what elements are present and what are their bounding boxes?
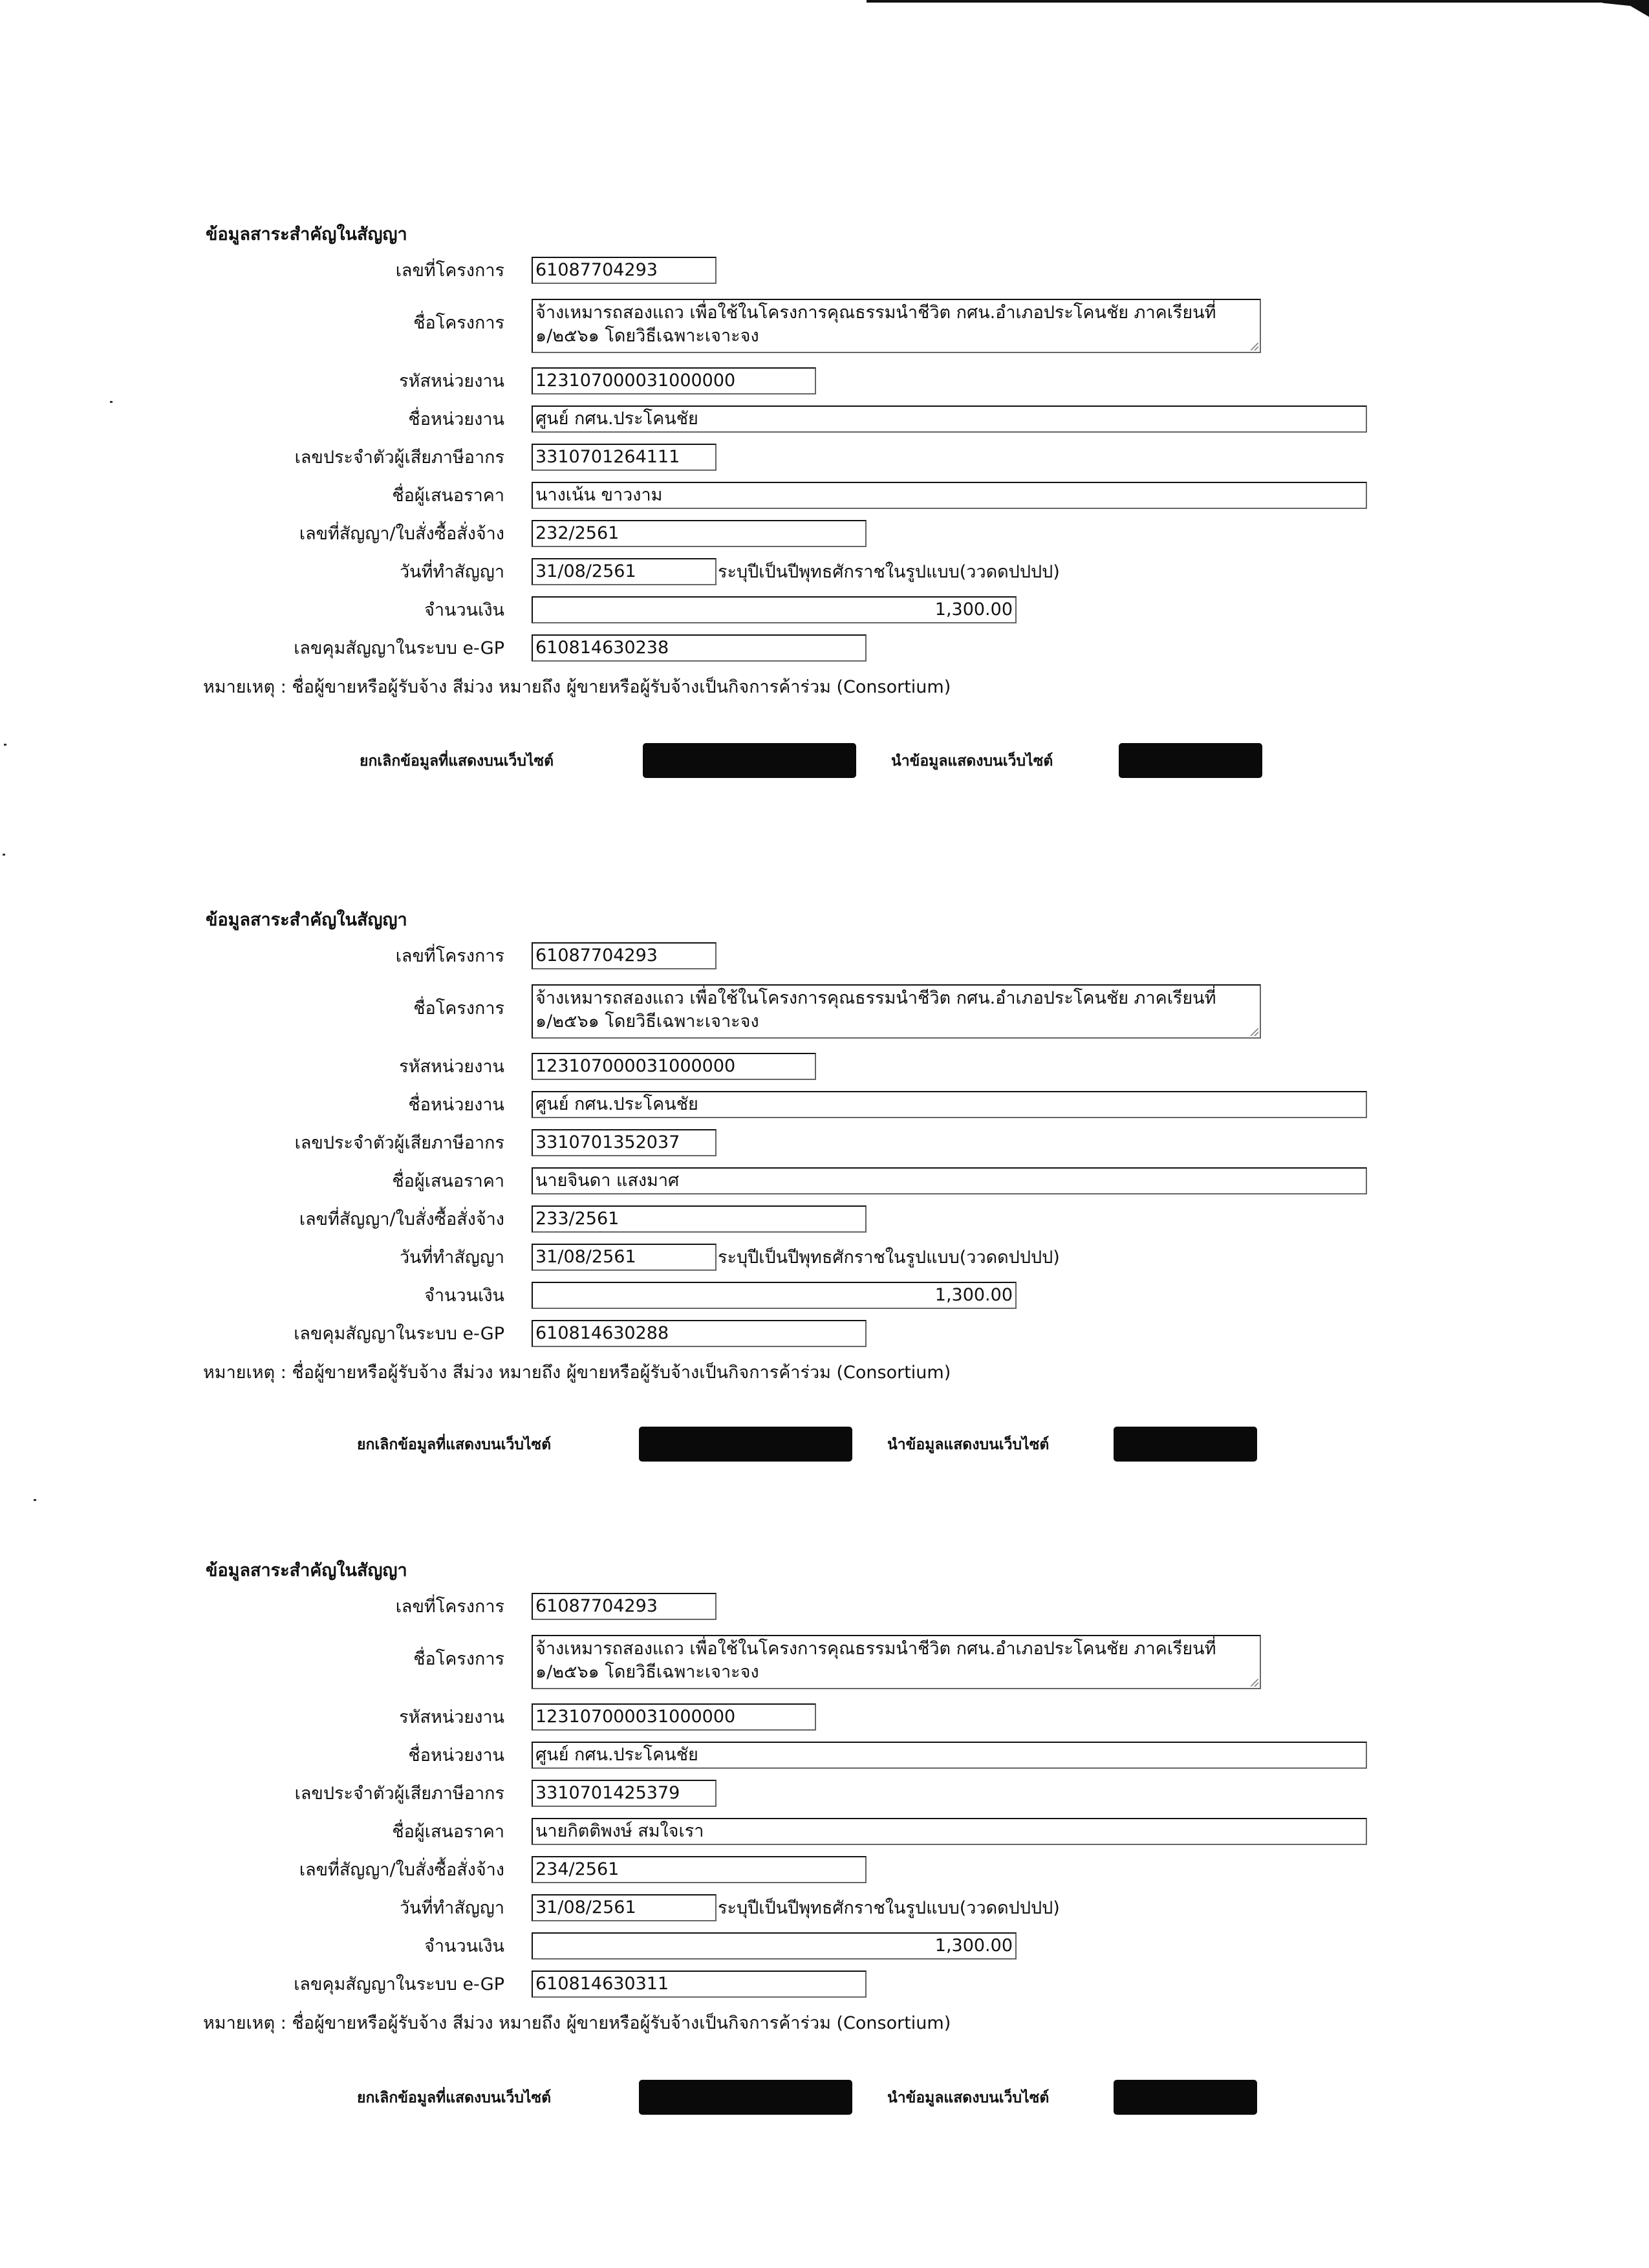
contract-section [0,220,1649,802]
contract-date-label: วันที่ทำสัญญา [399,1247,504,1268]
project-name-text: จ้างเหมารถสองแถว เพื่อใช้ในโครงการคุณธรรมนำชีวิต กศน.อำเภอประโคนชัย ภาคเรียนที่ ๑/๒๕๖๑ โดยวิธีเฉพาะเจาะจง [535,1639,1216,1682]
contract-no-field[interactable]: 233/2561 [532,1205,867,1233]
amount-label: จำนวนเงิน [424,1936,504,1956]
scan-corner-mark [1602,0,1649,17]
dept-code-label: รหัสหน่วยงาน [399,371,504,391]
dept-code-field[interactable]: 123107000031000000 [532,367,816,394]
dept-name-label: ชื่อหน่วยงาน [408,1745,504,1766]
consortium-note: หมายเหตุ : ชื่อผู้ขายหรือผู้รับจ้าง สีม่วง หมายถึง ผู้ขายหรือผู้รับจ้างเป็นกิจการค้าร่วม (Consortium) [203,677,951,697]
section-title: ข้อมูลสาระสำคัญในสัญญา [206,910,407,930]
row-egp [0,1319,1649,1350]
egp-control-field[interactable]: 610814630238 [532,634,867,662]
tax-id-field[interactable]: 3310701425379 [532,1780,717,1807]
resize-grip-icon[interactable] [1251,343,1258,351]
section-title: ข้อมูลสาระสำคัญในสัญญา [206,224,407,244]
dept-name-field[interactable]: ศูนย์ กศน.ประโคนชัย [532,1091,1367,1118]
resize-grip-icon[interactable] [1251,1028,1258,1036]
bidder-name-field[interactable]: นายจินดา แสงมาศ [532,1167,1367,1194]
row-dept-code [0,1052,1649,1083]
project-name-label: ชื่อโครงการ [413,313,504,333]
row-project-name [0,297,1649,346]
row-contract-date [0,1242,1649,1273]
row-project-name [0,983,1649,1031]
contract-date-field[interactable]: 31/08/2561 [532,1894,717,1921]
bidder-name-label: ชื่อผู้เสนอราคา [392,1171,504,1191]
bidder-name-field[interactable]: นางเน้น ขาวงาม [532,482,1367,509]
project-no-field[interactable]: 61087704293 [532,1593,717,1620]
project-no-label: เลขที่โครงการ [395,1597,504,1617]
display-actions [0,743,1649,779]
amount-field[interactable]: 1,300.00 [532,1932,1017,1960]
dept-name-label: ชื่อหน่วยงาน [408,1095,504,1115]
egp-control-label: เลขคุมสัญญาในระบบ e-GP [294,1974,504,1994]
project-name-textarea[interactable] [532,299,1261,353]
egp-control-label: เลขคุมสัญญาในระบบ e-GP [294,638,504,658]
row-dept-code [0,1702,1649,1733]
dept-name-field[interactable]: ศูนย์ กศน.ประโคนชัย [532,1742,1367,1769]
row-tax-id [0,1778,1649,1809]
contract-date-label: วันที่ทำสัญญา [399,562,504,582]
amount-field[interactable]: 1,300.00 [532,1282,1017,1309]
project-no-field[interactable]: 61087704293 [532,257,717,284]
contract-date-label: วันที่ทำสัญญา [399,1898,504,1918]
show-display-button[interactable] [1114,2080,1257,2115]
contract-date-field[interactable]: 31/08/2561 [532,1244,717,1271]
dept-code-field[interactable]: 123107000031000000 [532,1703,816,1731]
egp-control-label: เลขคุมสัญญาในระบบ e-GP [294,1324,504,1344]
cancel-display-button[interactable] [639,2080,852,2115]
cancel-display-label: ยกเลิกข้อมูลที่แสดงบนเว็บไซต์ [357,2090,552,2106]
amount-label: จำนวนเงิน [424,600,504,620]
row-egp [0,1969,1649,2000]
row-dept-name [0,1740,1649,1771]
section-title: ข้อมูลสาระสำคัญในสัญญา [206,1561,407,1581]
resize-grip-icon[interactable] [1251,1679,1258,1687]
row-amount [0,595,1649,626]
bidder-name-label: ชื่อผู้เสนอราคา [392,486,504,506]
date-format-hint: ระบุปีเป็นปีพุทธศักราชในรูปแบบ(ววดดปปปป) [718,1898,1060,1918]
project-no-label: เลขที่โครงการ [395,261,504,281]
dept-name-field[interactable]: ศูนย์ กศน.ประโคนชัย [532,405,1367,433]
amount-label: จำนวนเงิน [424,1286,504,1306]
egp-control-field[interactable]: 610814630311 [532,1971,867,1998]
contract-date-field[interactable]: 31/08/2561 [532,558,717,585]
row-contract-no [0,519,1649,550]
consortium-note: หมายเหตุ : ชื่อผู้ขายหรือผู้รับจ้าง สีม่วง หมายถึง ผู้ขายหรือผู้รับจ้างเป็นกิจการค้าร่วม (Consortium) [203,2013,951,2033]
project-name-textarea[interactable] [532,984,1261,1039]
contract-section [0,1556,1649,2138]
row-bidder-name [0,481,1649,512]
project-no-field[interactable]: 61087704293 [532,942,717,969]
row-egp [0,633,1649,664]
row-bidder-name [0,1817,1649,1848]
dept-code-label: รหัสหน่วยงาน [399,1707,504,1727]
cancel-display-label: ยกเลิกข้อมูลที่แสดงบนเว็บไซต์ [360,753,554,770]
contract-no-field[interactable]: 232/2561 [532,520,867,547]
cancel-display-label: ยกเลิกข้อมูลที่แสดงบนเว็บไซต์ [357,1436,552,1453]
row-contract-date [0,557,1649,588]
show-display-button[interactable] [1114,1427,1257,1462]
consortium-note: หมายเหตุ : ชื่อผู้ขายหรือผู้รับจ้าง สีม่วง หมายถึง ผู้ขายหรือผู้รับจ้างเป็นกิจการค้าร่วม (Consortium) [203,1363,951,1383]
show-display-button[interactable] [1119,743,1262,778]
row-project-no [0,941,1649,972]
row-project-no [0,1592,1649,1623]
row-bidder-name [0,1166,1649,1197]
row-contract-no [0,1855,1649,1886]
row-contract-no [0,1204,1649,1235]
contract-section [0,905,1649,1487]
show-display-label: นำข้อมูลแสดงบนเว็บไซต์ [887,1436,1050,1453]
project-name-text: จ้างเหมารถสองแถว เพื่อใช้ในโครงการคุณธรรมนำชีวิต กศน.อำเภอประโคนชัย ภาคเรียนที่ ๑/๒๕๖๑ โดยวิธีเฉพาะเจาะจง [535,988,1216,1031]
egp-control-field[interactable]: 610814630288 [532,1320,867,1347]
dept-code-field[interactable]: 123107000031000000 [532,1053,816,1080]
row-project-no [0,255,1649,286]
row-dept-name [0,404,1649,435]
display-actions [0,1427,1649,1463]
scan-edge-top [867,0,1610,3]
row-dept-name [0,1090,1649,1121]
amount-field[interactable]: 1,300.00 [532,596,1017,623]
scan-speck [3,854,5,856]
date-format-hint: ระบุปีเป็นปีพุทธศักราชในรูปแบบ(ววดดปปปป) [718,562,1060,582]
row-dept-code [0,366,1649,397]
row-contract-date [0,1893,1649,1924]
tax-id-label: เลขประจำตัวผู้เสียภาษีอากร [294,1133,504,1153]
contract-no-label: เลขที่สัญญา/ใบสั่งซื้อสั่งจ้าง [299,524,504,544]
contract-no-label: เลขที่สัญญา/ใบสั่งซื้อสั่งจ้าง [299,1860,504,1880]
contract-no-field[interactable]: 234/2561 [532,1856,867,1883]
cancel-display-button[interactable] [639,1427,852,1462]
dept-name-label: ชื่อหน่วยงาน [408,409,504,429]
show-display-label: นำข้อมูลแสดงบนเว็บไซต์ [887,2090,1050,2106]
row-project-name [0,1634,1649,1682]
show-display-label: นำข้อมูลแสดงบนเว็บไซต์ [891,753,1053,770]
cancel-display-button[interactable] [643,743,856,778]
project-name-text: จ้างเหมารถสองแถว เพื่อใช้ในโครงการคุณธรรมนำชีวิต กศน.อำเภอประโคนชัย ภาคเรียนที่ ๑/๒๕๖๑ โดยวิธีเฉพาะเจาะจง [535,303,1216,346]
tax-id-label: เลขประจำตัวผู้เสียภาษีอากร [294,448,504,468]
dept-code-label: รหัสหน่วยงาน [399,1057,504,1077]
tax-id-field[interactable]: 3310701264111 [532,444,717,471]
tax-id-label: เลขประจำตัวผู้เสียภาษีอากร [294,1784,504,1804]
bidder-name-field[interactable]: นายกิตติพงษ์ สมใจเรา [532,1818,1367,1845]
project-no-label: เลขที่โครงการ [395,946,504,966]
bidder-name-label: ชื่อผู้เสนอราคา [392,1822,504,1842]
row-amount [0,1280,1649,1312]
date-format-hint: ระบุปีเป็นปีพุทธศักราชในรูปแบบ(ววดดปปปป) [718,1247,1060,1268]
project-name-textarea[interactable] [532,1635,1261,1689]
project-name-label: ชื่อโครงการ [413,999,504,1019]
display-actions [0,2080,1649,2116]
project-name-label: ชื่อโครงการ [413,1649,504,1669]
tax-id-field[interactable]: 3310701352037 [532,1129,717,1156]
row-tax-id [0,442,1649,473]
scan-speck [34,1499,36,1501]
contract-no-label: เลขที่สัญญา/ใบสั่งซื้อสั่งจ้าง [299,1209,504,1229]
row-tax-id [0,1128,1649,1159]
row-amount [0,1931,1649,1962]
